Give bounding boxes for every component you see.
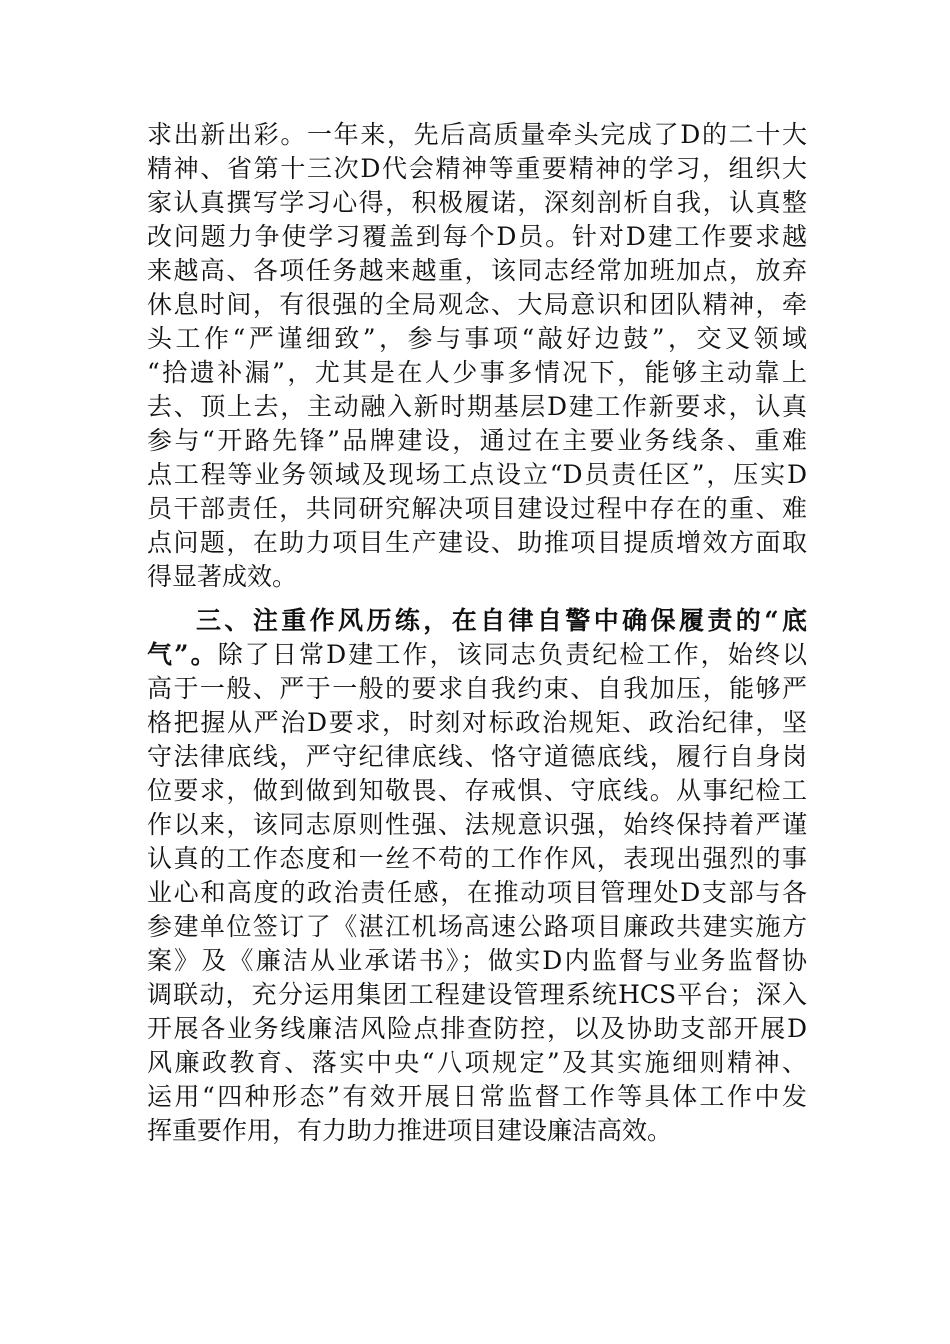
paragraph-1-line: 来越高、各项任务越来越重，该同志经常加班加点，放弃 (147, 256, 807, 285)
paragraph-2-line: 作以来，该同志原则性强、法规意识强，始终保持着严谨 (147, 810, 807, 839)
paragraph-2-line: 守法律底线，严守纪律底线、恪守道德底线，履行自身岗 (147, 742, 807, 771)
paragraph-2-line: 认真的工作态度和一丝不苟的工作作风，表现出强烈的事 (147, 844, 807, 873)
paragraph-1-line: 改问题力争使学习覆盖到每个D员。针对D建工作要求越 (147, 222, 807, 251)
paragraph-1-line: 头工作“严谨细致”，参与事项“敲好边鼓”，交叉领域 (147, 324, 807, 353)
paragraph-1-line: 精神、省第十三次D代会精神等重要精神的学习，组织大 (147, 154, 807, 183)
paragraph-2-line: 格把握从严治D要求，时刻对标政治规矩、政治纪律，坚 (147, 708, 807, 737)
paragraph-2-line: 风廉政教育、落实中央“八项规定”及其实施细则精神、 (147, 1048, 807, 1077)
paragraph-2-line: 开展各业务线廉洁风险点排查防控，以及协助支部开展D (147, 1014, 807, 1043)
paragraph-2-line: 调联动，充分运用集团工程建设管理系统HCS平台；深入 (147, 980, 807, 1009)
paragraph-2-line: 参建单位签订了《湛江机场高速公路项目廉政共建实施方 (147, 912, 807, 941)
paragraph-1-line: 家认真撰写学习心得，积极履诺，深刻剖析自我，认真整 (147, 188, 807, 217)
paragraph-2-line: 位要求，做到做到知敬畏、存戒惧、守底线。从事纪检工 (147, 776, 807, 805)
section-heading: 三、注重作风历练，在自律自警中确保履责的“底 (196, 606, 807, 635)
paragraph-1-line: 去、顶上去，主动融入新时期基层D建工作新要求，认真 (147, 392, 807, 421)
paragraph-2-line: 业心和高度的政治责任感，在推动项目管理处D支部与各 (147, 878, 807, 907)
paragraph-2-line: 挥重要作用，有力助力推进项目建设廉洁高效。 (147, 1116, 673, 1145)
paragraph-1-line: 参与“开路先锋”品牌建设，通过在主要业务线条、重难 (147, 426, 807, 455)
paragraph-2-text: 除了日常D建工作，该同志负责纪检工作，始终以 (217, 640, 807, 669)
paragraph-1-line: 休息时间，有很强的全局观念、大局意识和团队精神，牵 (147, 290, 807, 319)
paragraph-1-line: 点工程等业务领域及现场工点设立“D员责任区”，压实D (147, 460, 807, 489)
paragraph-2-line: 高于一般、严于一般的要求自我约束、自我加压，能够严 (147, 674, 807, 703)
paragraph-1-line: 员干部责任，共同研究解决项目建设过程中存在的重、难 (147, 494, 807, 523)
paragraph-1-line: “拾遗补漏”，尤其是在人少事多情况下，能够主动靠上 (147, 358, 807, 387)
paragraph-1-line: 点问题，在助力项目生产建设、助推项目提质增效方面取 (147, 528, 807, 557)
section-heading-end: 气”。 (147, 640, 218, 669)
paragraph-2-line (147, 638, 807, 672)
paragraph-1-line: 求出新出彩。一年来，先后高质量牵头完成了D的二十大 (147, 120, 807, 149)
paragraph-1-line: 得显著成效。 (147, 562, 298, 591)
paragraph-2-line: 案》及《廉洁从业承诺书》；做实D内监督与业务监督协 (147, 946, 807, 975)
paragraph-2-line: 运用“四种形态”有效开展日常监督工作等具体工作中发 (147, 1082, 807, 1111)
